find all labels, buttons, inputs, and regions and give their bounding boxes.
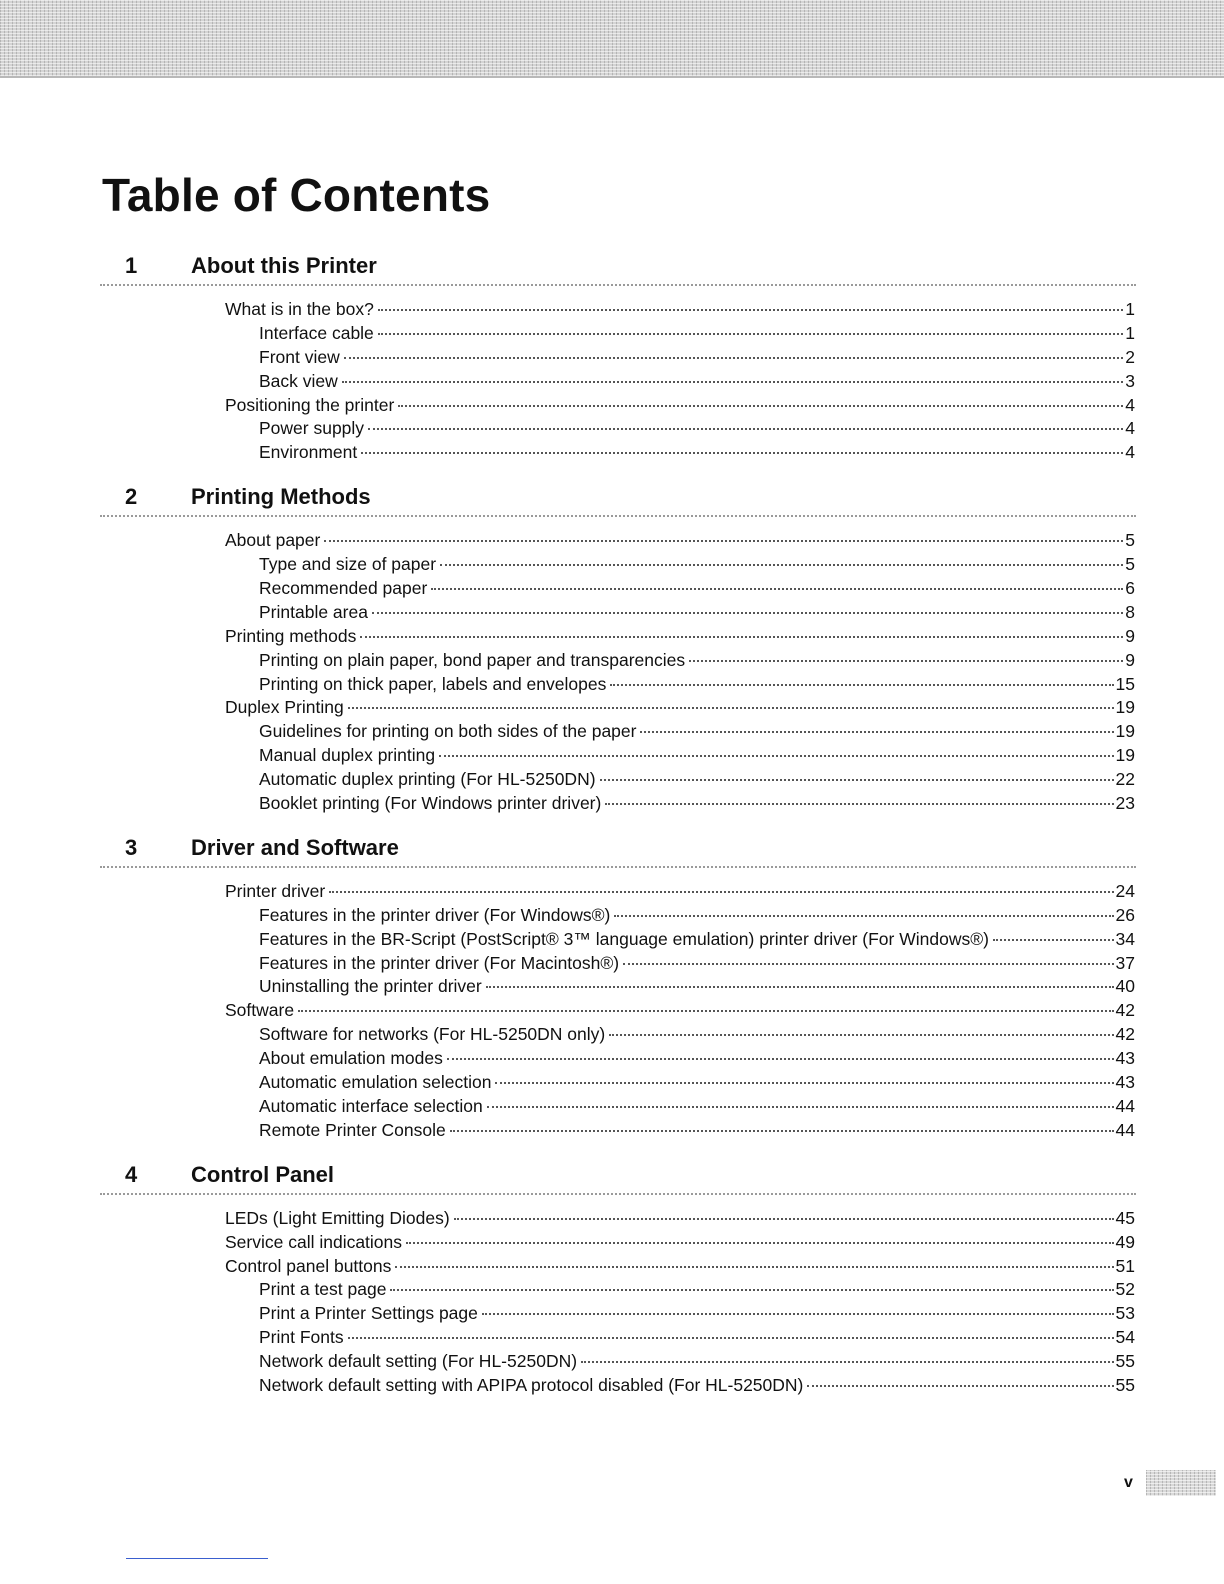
toc-page-number: 49 bbox=[1115, 1231, 1135, 1252]
toc-page-number: 3 bbox=[1125, 370, 1135, 391]
toc-page-number: 6 bbox=[1125, 578, 1135, 599]
toc-entry-list bbox=[0, 1207, 1224, 1398]
toc-entry-label: Printing on thick paper, labels and envelopes bbox=[259, 673, 607, 694]
toc-entry-label: Automatic duplex printing (For HL-5250DN) bbox=[259, 769, 596, 790]
toc-entry-label: Network default setting with APIPA protocol disabled (For HL-5250DN) bbox=[259, 1374, 804, 1395]
toc-entry-label: Printing on plain paper, bond paper and transparencies bbox=[259, 649, 686, 670]
scan-corner-patch bbox=[1146, 1470, 1216, 1496]
toc-page-number: 26 bbox=[1115, 904, 1135, 925]
toc-page-number: 19 bbox=[1115, 721, 1135, 742]
toc-entry-list bbox=[0, 880, 1224, 1143]
toc-subentry[interactable] bbox=[259, 1302, 1135, 1326]
dot-leader bbox=[360, 636, 1123, 638]
toc-subentry[interactable] bbox=[259, 1071, 1135, 1095]
toc-entry[interactable] bbox=[225, 1231, 1135, 1255]
toc-page-number: 34 bbox=[1115, 928, 1135, 949]
toc-entry-label: Remote Printer Console bbox=[259, 1119, 446, 1140]
toc-subentry[interactable] bbox=[259, 1326, 1135, 1350]
dot-leader bbox=[431, 588, 1123, 590]
toc-subentry[interactable] bbox=[259, 1023, 1135, 1047]
dot-leader bbox=[807, 1385, 1113, 1387]
toc-entry[interactable] bbox=[225, 696, 1135, 720]
toc-page-number: 37 bbox=[1115, 952, 1135, 973]
toc-subentry[interactable] bbox=[259, 1278, 1135, 1302]
toc-entry-label: Features in the printer driver (For Windows®) bbox=[259, 904, 611, 925]
toc-entry-label: Print a test page bbox=[259, 1279, 387, 1300]
toc-entry-label: Network default setting (For HL-5250DN) bbox=[259, 1351, 578, 1372]
dot-leader bbox=[609, 1034, 1113, 1036]
dot-leader bbox=[600, 779, 1114, 781]
toc-page-number: 53 bbox=[1115, 1303, 1135, 1324]
toc-entry[interactable] bbox=[225, 1255, 1135, 1279]
toc-subentry[interactable] bbox=[259, 744, 1135, 768]
toc-subentry[interactable] bbox=[259, 601, 1135, 625]
chapter-title: Control Panel bbox=[191, 1161, 335, 1187]
dot-leader bbox=[482, 1313, 1114, 1315]
toc-entry-label: Control panel buttons bbox=[225, 1255, 392, 1276]
dot-leader bbox=[450, 1130, 1114, 1132]
toc-entry-label: What is in the box? bbox=[225, 299, 374, 319]
toc-entry-label: Duplex Printing bbox=[225, 697, 344, 718]
toc-page-number: 4 bbox=[1125, 442, 1135, 463]
toc-page-number: 1 bbox=[1125, 322, 1135, 343]
toc-subentry[interactable] bbox=[259, 346, 1135, 370]
chapter-number: 4 bbox=[125, 1161, 138, 1187]
dot-leader bbox=[623, 963, 1113, 965]
chapter-number: 1 bbox=[125, 253, 138, 278]
dot-leader bbox=[398, 405, 1123, 407]
dot-leader bbox=[342, 381, 1123, 383]
dot-leader bbox=[324, 540, 1123, 542]
dot-leader bbox=[348, 707, 1114, 709]
toc-page-number: 54 bbox=[1115, 1327, 1135, 1348]
dot-leader bbox=[361, 452, 1123, 454]
toc-page-number: 19 bbox=[1115, 745, 1135, 766]
toc-entry-label: Front view bbox=[259, 346, 340, 367]
chapter-title: Printing Methods bbox=[191, 484, 371, 510]
toc-entry-label: Printable area bbox=[259, 601, 368, 622]
toc-subentry[interactable] bbox=[259, 1119, 1135, 1143]
toc-entry-label: Printer driver bbox=[225, 880, 326, 901]
toc-entry-label: LEDs (Light Emitting Diodes) bbox=[225, 1207, 450, 1228]
dot-leader bbox=[439, 755, 1113, 757]
toc-entry-label: Features in the printer driver (For Macintosh®) bbox=[259, 952, 620, 973]
dot-leader bbox=[348, 1337, 1114, 1339]
toc-page-number: 2 bbox=[1125, 346, 1135, 367]
toc-page-number: 9 bbox=[1125, 625, 1135, 646]
toc-subentry[interactable] bbox=[259, 1350, 1135, 1374]
toc-entry[interactable] bbox=[225, 999, 1135, 1023]
toc-page-number: 55 bbox=[1115, 1351, 1135, 1372]
toc-page-number: 5 bbox=[1125, 554, 1135, 575]
toc-subentry[interactable] bbox=[259, 928, 1135, 952]
toc-entry-label: Booklet printing (For Windows printer driver) bbox=[259, 793, 602, 814]
toc-subentry[interactable] bbox=[259, 673, 1135, 697]
toc-entry-label: Uninstalling the printer driver bbox=[259, 976, 482, 997]
dot-leader bbox=[447, 1058, 1114, 1060]
chapter-title: Driver and Software bbox=[191, 834, 399, 860]
toc-entry[interactable] bbox=[225, 880, 1135, 904]
toc-subentry[interactable] bbox=[259, 649, 1135, 673]
dot-leader bbox=[329, 891, 1113, 893]
toc-subentry[interactable] bbox=[259, 322, 1135, 346]
dot-leader bbox=[689, 660, 1123, 662]
toc-entry-label: Software bbox=[225, 1000, 295, 1021]
chapter-number: 3 bbox=[125, 834, 138, 860]
toc-entry-label: About paper bbox=[225, 530, 321, 551]
toc-page-number: 45 bbox=[1115, 1207, 1135, 1228]
dot-leader bbox=[390, 1289, 1113, 1291]
toc-entry[interactable] bbox=[225, 529, 1135, 553]
toc-entry-label: Type and size of paper bbox=[259, 554, 437, 575]
toc-subentry[interactable] bbox=[259, 768, 1135, 792]
toc-entry-label: Automatic emulation selection bbox=[259, 1072, 492, 1093]
dot-leader bbox=[487, 1106, 1114, 1108]
toc-page-number: 15 bbox=[1115, 673, 1135, 694]
chapter-title: About this Printer bbox=[191, 253, 377, 278]
chapter-heading[interactable] bbox=[100, 248, 1136, 286]
dot-leader bbox=[581, 1361, 1113, 1363]
dot-leader bbox=[495, 1082, 1113, 1084]
dot-leader bbox=[486, 986, 1114, 988]
toc-page-number: 8 bbox=[1125, 601, 1135, 622]
dot-leader bbox=[372, 612, 1123, 614]
toc-subentry[interactable] bbox=[259, 1047, 1135, 1071]
toc-page-number: 23 bbox=[1115, 793, 1135, 814]
toc-page-number: 24 bbox=[1115, 880, 1135, 901]
toc-subentry[interactable] bbox=[259, 720, 1135, 744]
toc-entry[interactable] bbox=[225, 298, 1135, 322]
toc-page-number: 4 bbox=[1125, 394, 1135, 415]
dot-leader bbox=[614, 915, 1113, 917]
toc-entry[interactable] bbox=[225, 394, 1135, 418]
toc-entry-label: Interface cable bbox=[259, 322, 374, 343]
chapter-section bbox=[0, 830, 1224, 1143]
dot-leader bbox=[368, 428, 1123, 430]
toc-entry-label: Back view bbox=[259, 370, 338, 391]
dot-leader bbox=[298, 1010, 1113, 1012]
toc-entry-label: About emulation modes bbox=[259, 1048, 443, 1069]
chapter-heading[interactable] bbox=[100, 479, 1136, 517]
toc-subentry[interactable] bbox=[259, 441, 1135, 465]
toc-entry-label: Power supply bbox=[259, 418, 365, 439]
dot-leader bbox=[610, 684, 1113, 686]
toc-page-number: 42 bbox=[1115, 1000, 1135, 1021]
dot-leader bbox=[344, 357, 1124, 359]
toc-page-number: 19 bbox=[1115, 697, 1135, 718]
toc-entry-label: Software for networks (For HL-5250DN only) bbox=[259, 1024, 606, 1045]
toc-entry-list bbox=[0, 529, 1224, 816]
toc-subentry[interactable] bbox=[259, 792, 1135, 816]
toc-page-number: 9 bbox=[1125, 649, 1135, 670]
toc-entry-label: Manual duplex printing bbox=[259, 745, 436, 766]
toc-entry-label: Recommended paper bbox=[259, 578, 428, 599]
chapter-section bbox=[0, 248, 1224, 465]
toc-page-number: 44 bbox=[1115, 1119, 1135, 1140]
scan-header-band bbox=[0, 0, 1224, 78]
dot-leader bbox=[406, 1242, 1114, 1244]
toc-entry-label: Environment bbox=[259, 442, 358, 463]
toc-entry-label: Printing methods bbox=[225, 625, 357, 646]
toc-page-number: 40 bbox=[1115, 976, 1135, 997]
chapter-section bbox=[0, 1157, 1224, 1398]
dot-leader bbox=[378, 309, 1123, 311]
toc-entry-label: Print Fonts bbox=[259, 1327, 344, 1348]
toc-page-number: 22 bbox=[1115, 769, 1135, 790]
table-of-contents bbox=[0, 248, 1224, 1412]
toc-subentry[interactable] bbox=[259, 553, 1135, 577]
toc-entry-label: Positioning the printer bbox=[225, 394, 395, 415]
toc-page-number: 42 bbox=[1115, 1024, 1135, 1045]
toc-entry-list bbox=[0, 298, 1224, 465]
toc-subentry[interactable] bbox=[259, 1095, 1135, 1119]
toc-subentry[interactable] bbox=[259, 417, 1135, 441]
toc-entry[interactable] bbox=[225, 625, 1135, 649]
toc-page-number: 51 bbox=[1115, 1255, 1135, 1276]
chapter-number: 2 bbox=[125, 484, 138, 510]
dot-leader bbox=[454, 1218, 1114, 1220]
toc-entry[interactable] bbox=[225, 1207, 1135, 1231]
toc-page-number: 5 bbox=[1125, 530, 1135, 551]
footer-rule bbox=[126, 1558, 268, 1559]
toc-subentry[interactable] bbox=[259, 370, 1135, 394]
toc-page-number: 1 bbox=[1125, 299, 1135, 319]
toc-subentry[interactable] bbox=[259, 577, 1135, 601]
chapter-heading[interactable] bbox=[100, 830, 1136, 868]
dot-leader bbox=[993, 939, 1114, 941]
toc-page-number: 52 bbox=[1115, 1279, 1135, 1300]
toc-page-number: 4 bbox=[1125, 418, 1135, 439]
chapter-heading[interactable] bbox=[100, 1157, 1136, 1195]
toc-entry-label: Automatic interface selection bbox=[259, 1095, 483, 1116]
dot-leader bbox=[440, 564, 1123, 566]
dot-leader bbox=[378, 333, 1123, 335]
page-number: v bbox=[1124, 1474, 1133, 1491]
toc-subentry[interactable] bbox=[259, 1374, 1135, 1398]
dot-leader bbox=[605, 803, 1113, 805]
toc-page-number: 55 bbox=[1115, 1374, 1135, 1395]
toc-page-number: 43 bbox=[1115, 1048, 1135, 1069]
toc-entry-label: Service call indications bbox=[225, 1231, 403, 1252]
page-title: Table of Contents bbox=[102, 169, 491, 221]
dot-leader bbox=[395, 1266, 1113, 1268]
toc-page-number: 44 bbox=[1115, 1095, 1135, 1116]
toc-subentry[interactable] bbox=[259, 952, 1135, 976]
toc-page-number: 43 bbox=[1115, 1072, 1135, 1093]
dot-leader bbox=[640, 731, 1113, 733]
toc-subentry[interactable] bbox=[259, 904, 1135, 928]
toc-entry-label: Guidelines for printing on both sides of the paper bbox=[259, 721, 637, 742]
toc-entry-label: Features in the BR-Script (PostScript® 3™ language emulation) printer driver (For Windows®) bbox=[259, 928, 989, 949]
toc-entry-label: Print a Printer Settings page bbox=[259, 1303, 478, 1324]
chapter-section bbox=[0, 479, 1224, 816]
toc-subentry[interactable] bbox=[259, 975, 1135, 999]
